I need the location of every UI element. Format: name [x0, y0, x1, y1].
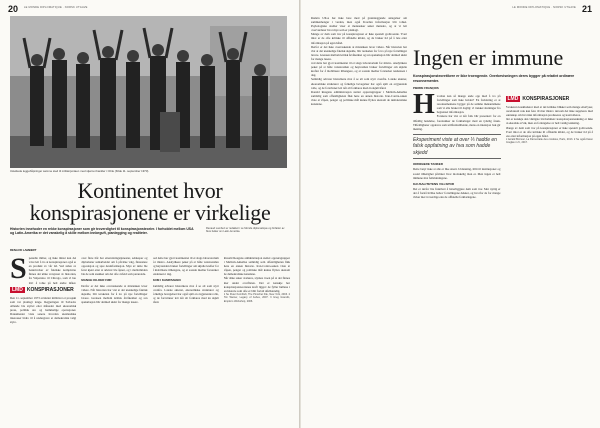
pull-quote: Eksperiment viste at over ⅓ hadde en falsk oppfatning av hva som hadde skjedd	[413, 134, 501, 160]
paragraph: Forskeren konkluderer med at det kritiske blikket som mange etterlyser, paradoksalt nok kan føre til mer mistro dersom det ikke suppleres med kunnskap om hvordan informasjon produseres og kontrolleres.	[505, 105, 593, 118]
subheading: KAUSALITETENS VILLSPOR	[413, 181, 455, 186]
lmd-logo	[10, 287, 74, 293]
page-number: 21	[581, 4, 592, 14]
continuation-columns	[311, 16, 407, 416]
paragraph: Ronald Reagans administrasjon støttet opprørsgrupper i Mellom-Amerika samtidig som offentligheten fikk høre en annen historie. Iran-Contra-saken viste at våpen, penger og politiske mål kunne flyttes utenom de demokratiske kanalene.	[311, 89, 407, 106]
paragraph: vordan kan så mange ende opp med å tro på fortellinger som ikke holder? En forklaring er at resonnementene bygger på de samme mekanismene som vi alle bruker til daglig: vi trekker slutninger fra begrenset informasjon.	[436, 94, 501, 115]
footnotes: 1 Gérald Bronner, La Démocratie des crédules, Paris, 2013. 2 Se også Karen Douglas m.fl., 2017.	[505, 137, 593, 145]
author-note: Renaud Lambert er redaktør i Le Monde diplomatique og forfatter av flere bøker om Latin-Amerika.	[206, 227, 285, 234]
subheading: MANGE KILDER FØR	[81, 278, 112, 283]
article-lead: Historien innehoder en rekke konspirasjoner som gir troverdighet til konspirasjonsteorier. I forholdet mellom USA og Latin-Amerika er det vanskelig å skille mellom innbeguft, planlegging og realiteter.	[10, 227, 194, 236]
paragraph: Den 11. september 1973 avsluttet militæret et prosjekt som var planlagt lenge. Regjeringen til Salvador Allende ble styrtet etter måneder med økonomisk press, politisk uro og hemmelige operasjoner. Dokumenter viste senere hvordan utenlandske interesser bidro til å undergrave et demokratisk valgt styre.	[10, 295, 77, 325]
paragraph: Det er kanskje den viktigste lærdommen: konspirasjonstenkning er ikke en eksotisk avvik, men en forlengelse av helt vanlig tenkning.	[505, 117, 593, 126]
subheading: SOM I KAMPANJEN	[152, 278, 181, 283]
paragraph: ved dette har gjort kontinentet til et slags laboratorium for mistro. Analytikere peker på at både venstresiden og høyresiden bruker fortellinger om skjulte krefter for å mobilisere tilhengere, og at sosiale medier forsterker tendensen i dag.	[311, 61, 407, 78]
photo-caption: Ustøttede leggehåpninger samme sted til militærjuntaen med stjernet bankler i Chile (Kilde 11. september 1973).	[10, 169, 150, 173]
article-headline: Kontinentet hvor konspirasjonene er virkelige	[29, 178, 271, 225]
subheading: ORDINÆRE TANKER	[413, 162, 443, 167]
paragraph: Samtidig advarer historikere mot å se alt som styrt ovenfra. Lokale aktører, økonomiske strukturer og folkelige bevegelser har også spilt en avgjørende rolle, og de forsvinner lett når alt forklares med én skjult hånd.	[152, 283, 219, 304]
paragraph: Derfor er det ikke overraskende at mistanken lever videre. Når historien har vist at det utenkelige faktisk skjedde, blir terskelen for å tro på nye fortellinger lavere. Grensen mellom kritisk årvåkenhet og ren spekulasjon blir dermed uklar for mange lesere.	[311, 44, 407, 61]
article-byline: PIERRE FRANÇOIS	[413, 86, 439, 90]
lmd-logo	[506, 96, 570, 102]
lmd-logo-box: LMD	[12, 286, 23, 293]
photo-people-hands-raised	[10, 16, 287, 168]
column-1	[10, 256, 76, 422]
article-lead: Konspirasjonsteoretikere er ikke troengende. Overbevisningen deres bygger på relativt ordinære resonnementer.	[413, 74, 575, 83]
drop-cap: S	[10, 256, 27, 285]
article-headline: Ingen er immune	[413, 45, 564, 70]
running-head: LE MONDE DIPLOMATIQUE · NORSK UTGAVE	[512, 6, 576, 9]
right-page	[300, 0, 600, 428]
lmd-logo-text: KONSPIRASJONER	[522, 96, 570, 102]
paragraph: Ramón Ulloa har ikke bare med på grunnleggende antagelser om sammenhenger i verden, men også hvordan informasjon blir tolket. Psykologiske studier viser at mennesker søker mønstre, og at vi lett overvurderer hvor mye som er planlagt.	[311, 16, 407, 33]
article-byline: RENAUD LAMBERT	[10, 248, 37, 252]
page-number: 20	[8, 4, 19, 14]
lmd-logo-text: KONSPIRASJONER	[26, 286, 74, 293]
paragraph: Samtidig advarer historikere mot å se alt som styrt ovenfra. Lokale aktører, økonomiske strukturer og folkelige bevegelser har også spilt en avgjørende rolle, og de forsvinner lett når alt forklares med én skjult hånd.	[311, 77, 407, 90]
paragraph: Mange av dem som tror på konspirasjoner er ikke spesielt godtroende. Tvert imot er de ofte kritiske til offisielle kilder, og de bruker tid på å lete etter informasjon på egen hånd.	[311, 32, 407, 45]
lmd-logo-box: LMD	[507, 96, 519, 102]
column-2	[413, 94, 501, 420]
paragraph: Når slike saker avsløres, styrkes troen på at det finnes mer under overflaten. Det er kanskje her konspirasjonsteorienes kraft ligger: de fyller hullene i en historie som ofte er blitt fortalt ufullstendig.	[223, 276, 290, 293]
paragraph: Ronald Reagans administrasjon støttet opprørsgrupper i Mellom-Amerika samtidig som offentligheten fikk høre en annen historie. Iran-Contra-saken viste at våpen, penger og politiske mål kunne flyttes utenom de demokratiske kanalene.	[223, 256, 290, 277]
column-3	[153, 256, 219, 422]
column-2	[81, 256, 147, 422]
paragraph: over flere tiår har etterretningstjenester, selskaper og diplomater samarbeidet om å påvirke valg, finansiere opposisjon og spre desinformasjon. Mye av dette ble først kjent etter at arkiver ble åpnet, og i mellomtiden ble de som snakket om det ofte avfeid som paranoide.	[81, 256, 148, 277]
footnotes: 1 Se Peter Kornbluh, The Pinochet File, New York, 2003. 2 Tim Weiner, Legacy of Ashes, 2007. 3 Greg Grandin, Empire's Workshop, 2006.	[223, 292, 290, 303]
paragraph: Derfor er det ikke overraskende at mistanken lever videre. Når historien har vist at det utenkelige faktisk skjedde, blir terskelen for å tro på nye fortellinger lavere. Grensen mellom kritisk årvåkenhet og ren spekulasjon blir dermed uklar for mange lesere.	[81, 283, 148, 304]
column-3	[506, 94, 594, 420]
paragraph: Forskere har vist at når folk blir presentert for en tilfeldig hendelse, foretrekker de forklaringer med en tydelig årsak. Tilfeldigheter oppleves som utilfredsstillende, mens en intensjon bak gir mening.	[413, 114, 501, 131]
drop-cap: H	[413, 94, 435, 120]
paragraph: Mange av dem som tror på konspirasjoner er ikke spesielt godtroende. Tvert imot er de ofte kritiske til offisielle kilder, og de bruker tid på å lete etter informasjon på egen hånd.	[505, 125, 593, 138]
paragraph: Det er derfor lite fruktbart å latterliggjøre dem som tror. Mer nyttig er det å forstå hvilke behov fortellingene dekker, og hvorfor de for mange virker mer troverdige enn de offisielle forklaringene.	[413, 186, 501, 199]
article-columns	[10, 256, 290, 422]
article-photo	[10, 16, 287, 168]
paragraph: pesielle milter, og ikke minst kan det være lett å tro at konspirasjoner også er en produkt av vår tid. Ved siden av beskrivelser av faktiske komplotter finnes det ulike versjoner av historien, fra Valparaíso til Chicago, som vi har lært å tolke på helt andre måter.	[28, 256, 77, 285]
article-columns	[413, 94, 593, 420]
column-1	[311, 16, 407, 416]
column-4	[224, 256, 290, 422]
running-head: LE MONDE DIPLOMATIQUE · NORSK UTGAVE	[24, 6, 88, 9]
paragraph: ved dette har gjort kontinentet til et slags laboratorium for mistro. Analytikere peker på at både venstresiden og høyresiden bruker fortellinger om skjulte krefter for å mobilisere tilhengere, og at sosiale medier forsterker tendensen i dag.	[152, 256, 219, 277]
paragraph: Dette betyr ikke at alle er like utsatt. Utdanning, tillit til institusjoner og sosial tilhørighet påvirker hvor mottakelig man er. Men ingen er helt immune mot feilslutningene.	[413, 167, 501, 180]
